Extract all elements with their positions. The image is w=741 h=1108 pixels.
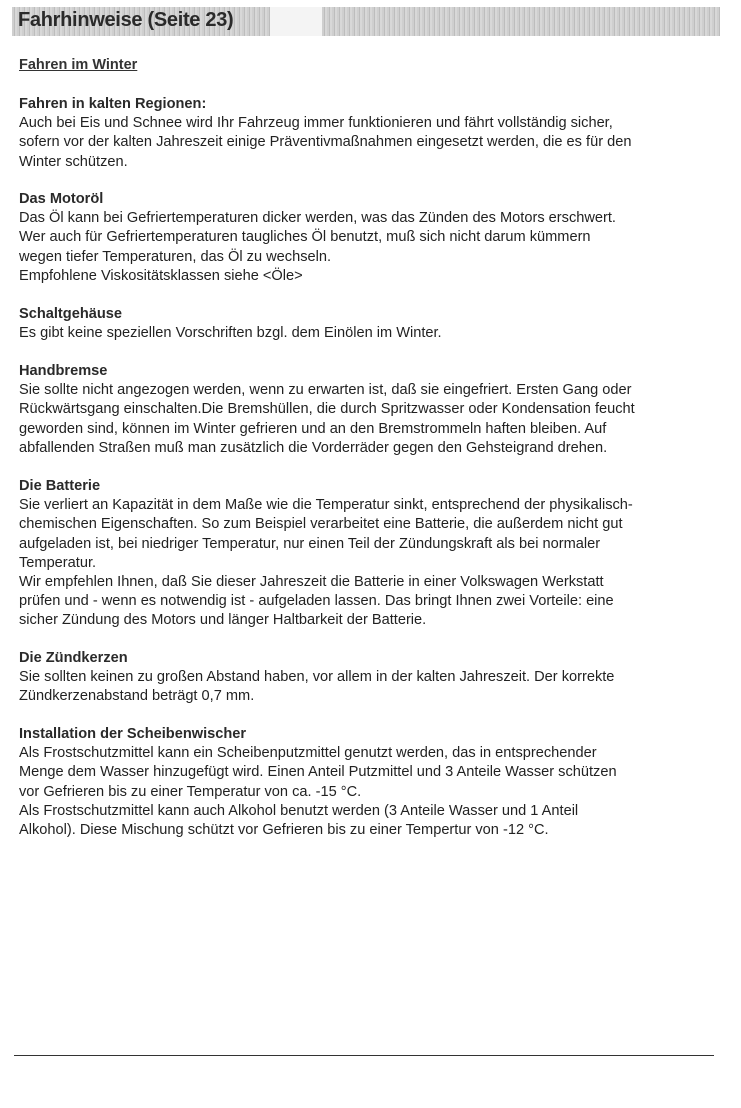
section-heading: Fahren in kalten Regionen: [19, 96, 207, 112]
text-line: Es gibt keine speziellen Vorschriften bzgl. dem Einölen im Winter. [19, 325, 442, 342]
section-heading: Die Batterie [19, 478, 101, 494]
text-line: Zündkerzenabstand beträgt 0,7 mm. [19, 688, 255, 705]
section-heading: Installation der Scheibenwischer [19, 726, 247, 742]
banner-gap [270, 7, 322, 36]
text-line: wegen tiefer Temperaturen, das Öl zu wechseln. [19, 248, 332, 265]
text-line: Menge dem Wasser hinzugefügt wird. Einen Anteil Putzmittel und 3 Anteile Wasser schützen [19, 764, 617, 781]
text-line: Wer auch für Gefriertemperaturen taugliches Öl benutzt, muß sich nicht darum kümmern [19, 229, 591, 246]
section-heading: Schaltgehäuse [19, 306, 123, 322]
section-heading: Die Zündkerzen [19, 650, 128, 666]
text-line: sicher Zündung des Motors und länger Haltbarkeit der Batterie. [19, 612, 427, 629]
section [19, 477, 633, 631]
text-line: Temperatur. [19, 554, 97, 571]
text-line: Sie sollten keinen zu großen Abstand haben, vor allem in der kalten Jahreszeit. Der korrekte [19, 669, 615, 686]
text-line: Das Öl kann bei Gefriertemperaturen dicker werden, was das Zünden des Motors erschwert. [19, 210, 616, 227]
footer-divider [14, 1055, 714, 1056]
text-line: aufgeladen ist, bei niedriger Temperatur, nur einen Teil der Zündungskraft als bei normaler [19, 535, 601, 552]
text-line: Rückwärtsgang einschalten.Die Bremshüllen, die durch Spritzwasser oder Kondensation feucht [19, 401, 635, 418]
title-banner [12, 7, 720, 36]
section-subtitle: Fahren im Winter [19, 57, 138, 73]
text-line: Winter schützen. [19, 153, 128, 170]
section [19, 725, 617, 840]
page-title: Fahrhinweise (Seite 23) [18, 9, 234, 31]
section [19, 95, 631, 172]
text-line: Alkohol). Diese Mischung schützt vor Gefrieren bis zu einer Tempertur von -12 °C. [19, 822, 549, 839]
text-line: abfallenden Straßen muß man zusätzlich die Vorderräder gegen den Gehsteigrand drehen. [19, 439, 608, 456]
text-line: Als Frostschutzmittel kann auch Alkohol benutzt werden (3 Anteile Wasser und 1 Anteil [19, 802, 579, 819]
text-line: sofern vor der kalten Jahreszeit einige Präventivmaßnahmen eingesetzt werden, die es für den [19, 134, 632, 151]
text-line: prüfen und - wenn es notwendig ist - aufgeladen lassen. Das bringt Ihnen zwei Vorteile: eine [19, 593, 614, 610]
text-line: chemischen Eigenschaften. So zum Beispiel verarbeitet eine Batterie, die außerdem nicht gut [19, 516, 623, 533]
section [19, 362, 635, 458]
text-line: geworden sind, können im Winter gefrieren und an den Bremstrommeln haften bleiben. Auf [19, 420, 607, 437]
section-heading: Das Motoröl [19, 191, 104, 207]
section [19, 305, 442, 343]
text-line: Wir empfehlen Ihnen, daß Sie dieser Jahreszeit die Batterie in einer Volkswagen Werkstatt [19, 574, 604, 591]
section [19, 190, 616, 286]
text-line: Empfohlene Viskositätsklassen siehe <Öle> [19, 267, 303, 284]
section-heading: Handbremse [19, 363, 108, 379]
text-line: vor Gefrieren bis zu einer Temperatur von ca. -15 °C. [19, 783, 362, 800]
text-line: Als Frostschutzmittel kann ein Scheibenputzmittel genutzt werden, das in entsprechender [19, 745, 597, 762]
text-line: Sie sollte nicht angezogen werden, wenn zu erwarten ist, daß sie eingefriert. Ersten Gang oder [19, 382, 632, 399]
text-line: Sie verliert an Kapazität in dem Maße wie die Temperatur sinkt, entsprechend der physikalisch- [19, 497, 633, 514]
section [19, 649, 614, 707]
text-line: Auch bei Eis und Schnee wird Ihr Fahrzeug immer funktionieren und fährt vollständig sicher, [19, 115, 613, 132]
